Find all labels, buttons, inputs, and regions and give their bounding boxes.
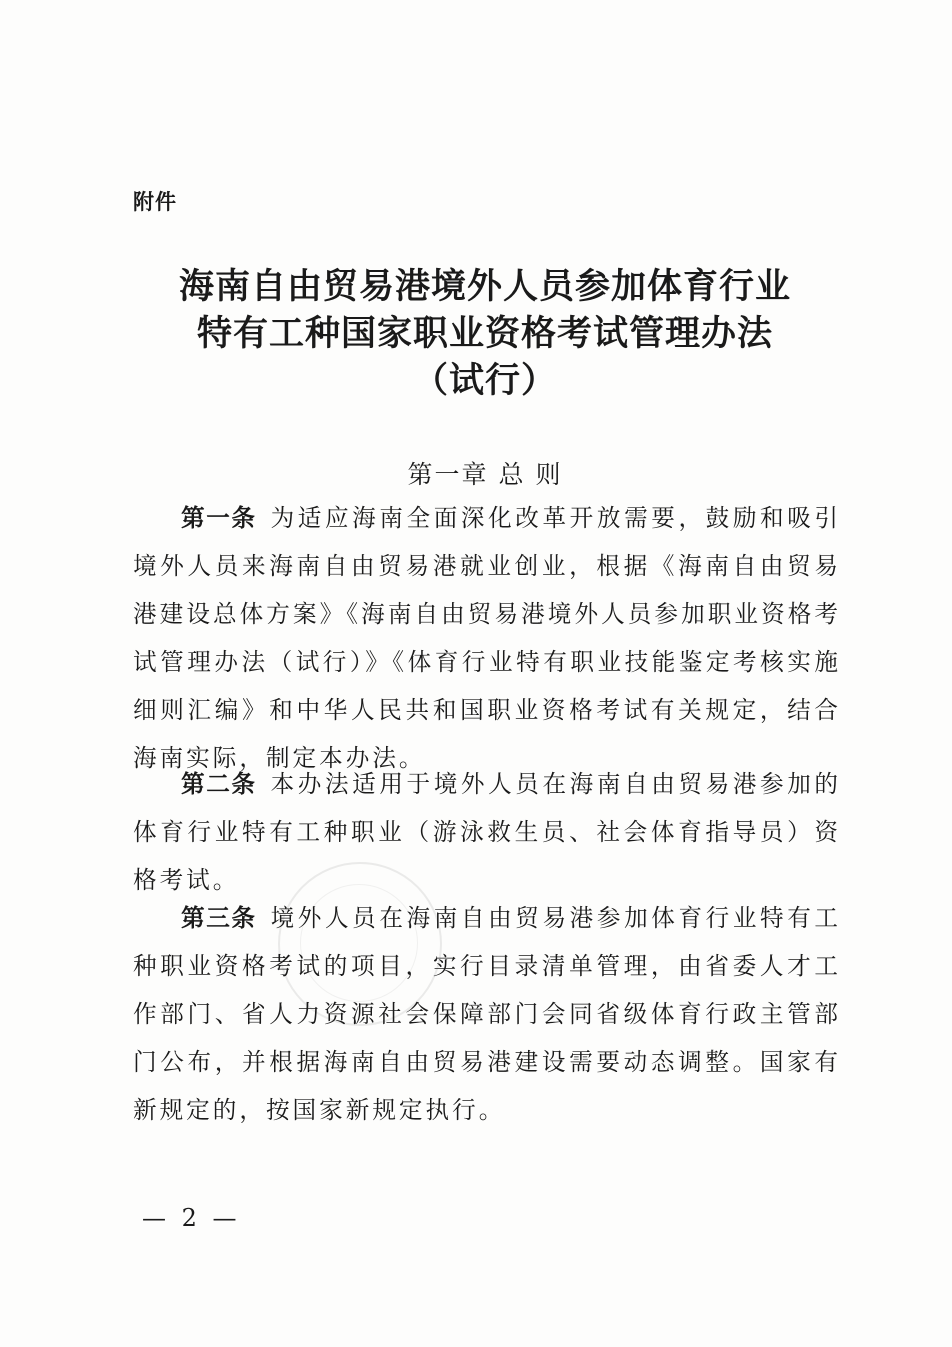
chapter-heading: 第一章 总 则 [407, 460, 563, 489]
article-text: 为适应海南全面深化改革开放需要，鼓励和吸引境外人员来海南自由贸易港就业创业，根据《海南自由贸易港建设总体方案》《海南自由贸易港境外人员参加职业资格考试管理办法（试行）》《体育行业特有职业技能鉴定考核实施细则汇编》和中华人民共和国职业资格考试有关规定，结合海南实际，制定本办法。 [133, 504, 842, 772]
article-2 [133, 760, 841, 904]
document-title-line-3: （试行） [412, 361, 557, 401]
article-1 [133, 494, 841, 782]
page-number: — 2 — [142, 1204, 241, 1232]
attachment-label: 附件 [133, 190, 177, 214]
document-title-line-1: 海南自由贸易港境外人员参加体育行业 [178, 267, 791, 307]
article-3 [133, 894, 841, 1134]
article-number: 第三条 [181, 904, 257, 932]
document-title-line-2: 特有工种国家职业资格考试管理办法 [196, 314, 773, 354]
article-number: 第二条 [181, 770, 257, 798]
article-text: 境外人员在海南自由贸易港参加体育行业特有工种职业资格考试的项目，实行目录清单管理，由省委人才工作部门、省人力资源社会保障部门会同省级体育行政主管部门公布，并根据海南自由贸易港建设需要动态调整。国家有新规定的，按国家新规定执行。 [133, 904, 842, 1124]
article-number: 第一条 [181, 504, 257, 532]
article-text: 本办法适用于境外人员在海南自由贸易港参加的体育行业特有工种职业（游泳救生员、社会体育指导员）资格考试。 [133, 770, 842, 894]
